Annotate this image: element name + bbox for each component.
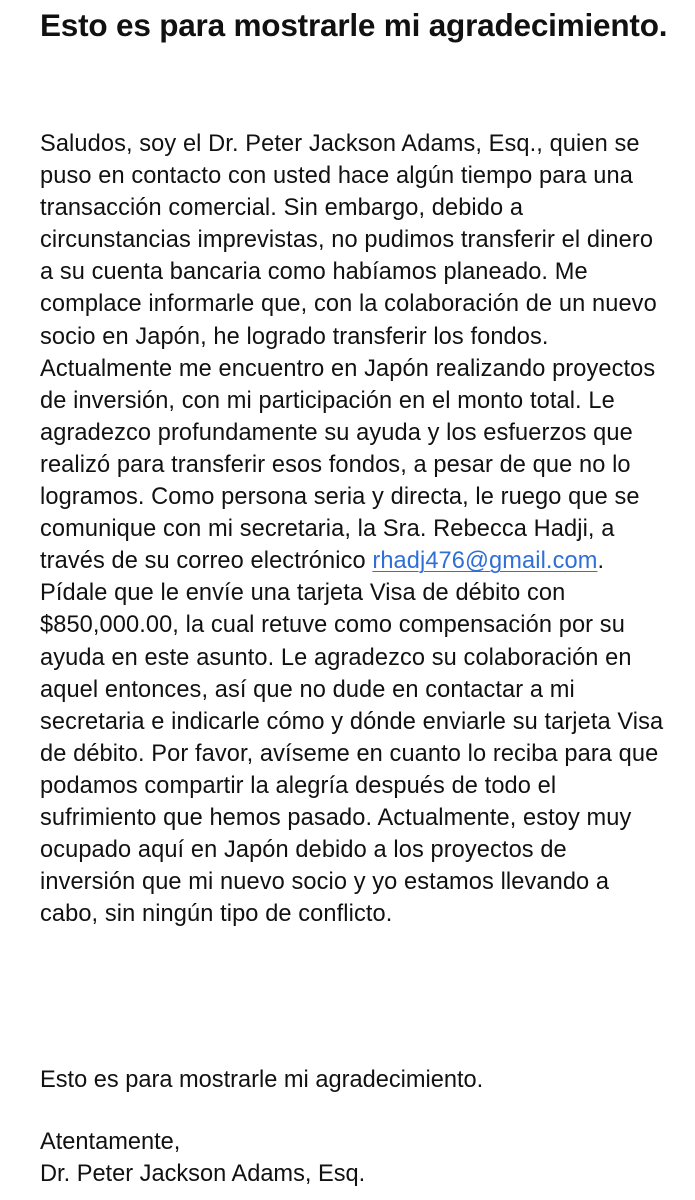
email-body-text-part-2: . Pídale que le envíe una tarjeta Visa de débito con $850,000.00, la cual retuve como compensación por su ayuda en este asunto. Le agradezco su colaboración en aquel entonces, así que no dude en contactar a mi secretaria e indicarle cómo y dónde enviarle su tarjeta Visa de débito. Por favor, avíseme en cuanto lo reciba para que podamos compartir la alegría después de todo el sufrimiento que hemos pasado. Actualmente, estoy muy ocupado aquí en Japón debido a los proyectos de inversión que mi nuevo socio y yo estamos llevando a cabo, sin ningún tipo de conflicto. (40, 548, 664, 928)
signature-name: Dr. Peter Jackson Adams, Esq. (40, 1161, 366, 1187)
signoff-text: Atentamente, (40, 1129, 181, 1155)
email-body-text-part-1: Saludos, soy el Dr. Peter Jackson Adams, Esq., quien se puso en contacto con usted hace algún tiempo para una transacción comercial. Sin embargo, debido a circunstancias imprevistas, no pudimos transferir el dinero a su cuenta bancaria como habíamos planeado. Me complace informarle que, con la colaboración de un nuevo socio en Japón, he logrado transferir los fondos. Actualmente me encuentro en Japón realizando proyectos de inversión, con mi participación en el monto total. Le agradezco profundamente su ayuda y los esfuerzos que realizó para transferir esos fondos, a pesar de que no lo logramos. Como persona seria y directa, le ruego que se comunique con mi secretaria, la Sra. Rebecca Hadji, a través de su correo electrónico (40, 131, 657, 575)
email-closing-line: Esto es para mostrarle mi agradecimiento. (40, 1067, 484, 1093)
email-subject: Esto es para mostrarle mi agradecimiento. (40, 7, 668, 43)
email-body (40, 128, 665, 930)
email-address-link[interactable]: rhadj476@gmail.com (372, 548, 598, 575)
email-signature (40, 1126, 665, 1190)
